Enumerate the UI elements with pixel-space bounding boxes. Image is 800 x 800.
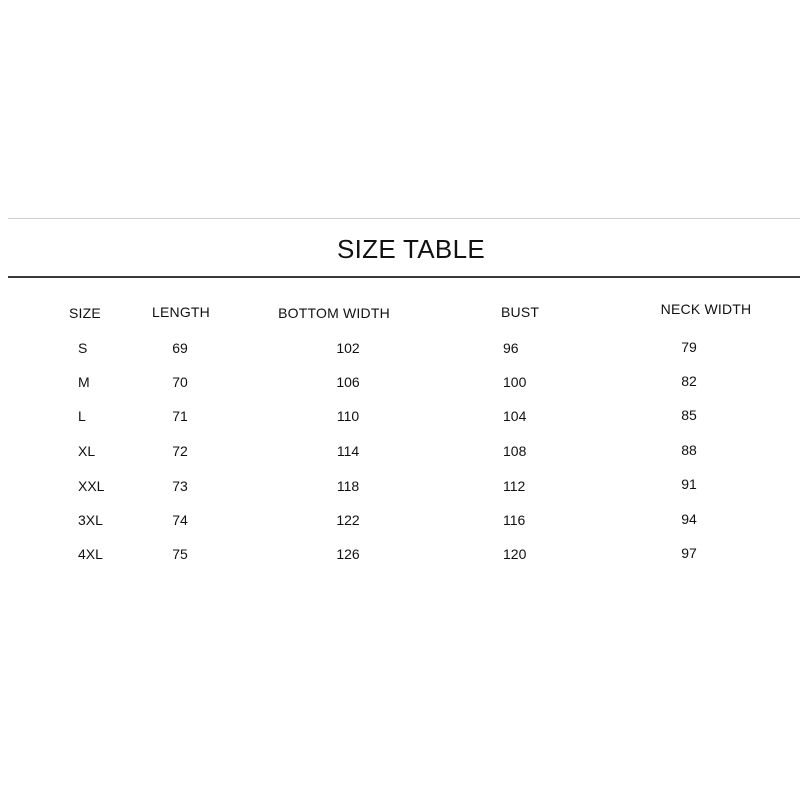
cell-bottom-width: 114: [336, 443, 360, 459]
cell-length: 69: [172, 340, 188, 356]
cell-bottom-width: 126: [336, 546, 360, 562]
cell-bust: 96: [503, 340, 519, 356]
cell-bust: 104: [503, 408, 527, 424]
cell-bottom-width: 110: [336, 408, 360, 424]
cell-bust: 108: [503, 443, 527, 459]
cell-size: XXL: [78, 478, 105, 494]
cell-size: 4XL: [78, 546, 103, 562]
cell-length: 71: [172, 408, 188, 424]
cell-size: L: [78, 408, 86, 424]
cell-bottom-width: 106: [336, 374, 360, 390]
column-header-neck-width: NECK WIDTH: [660, 301, 752, 317]
cell-bottom-width: 118: [336, 478, 360, 494]
cell-size: XL: [78, 443, 96, 459]
cell-neck-width: 85: [681, 407, 697, 423]
column-header-size: SIZE: [69, 305, 101, 321]
column-header-bust: BUST: [501, 304, 540, 320]
cell-bust: 120: [503, 546, 527, 562]
page-title: SIZE TABLE: [337, 234, 485, 264]
cell-neck-width: 94: [681, 511, 697, 527]
cell-size: M: [78, 374, 90, 390]
top-divider: [8, 218, 800, 219]
cell-size: S: [78, 340, 88, 356]
cell-bust: 112: [503, 478, 526, 494]
cell-neck-width: 91: [681, 476, 697, 492]
column-header-length: LENGTH: [152, 304, 210, 320]
cell-bust: 100: [503, 374, 527, 390]
column-header-bottom-width: BOTTOM WIDTH: [278, 305, 390, 321]
cell-bottom-width: 122: [336, 512, 360, 528]
cell-neck-width: 82: [681, 373, 697, 389]
cell-length: 75: [172, 546, 188, 562]
cell-neck-width: 79: [681, 339, 697, 355]
cell-size: 3XL: [78, 512, 103, 528]
cell-neck-width: 97: [681, 545, 697, 561]
cell-length: 70: [172, 374, 188, 390]
cell-bust: 116: [503, 512, 526, 528]
cell-length: 73: [172, 478, 188, 494]
cell-length: 72: [172, 443, 188, 459]
cell-neck-width: 88: [681, 442, 697, 458]
title-underline: [8, 276, 800, 278]
cell-length: 74: [172, 512, 188, 528]
cell-bottom-width: 102: [336, 340, 360, 356]
